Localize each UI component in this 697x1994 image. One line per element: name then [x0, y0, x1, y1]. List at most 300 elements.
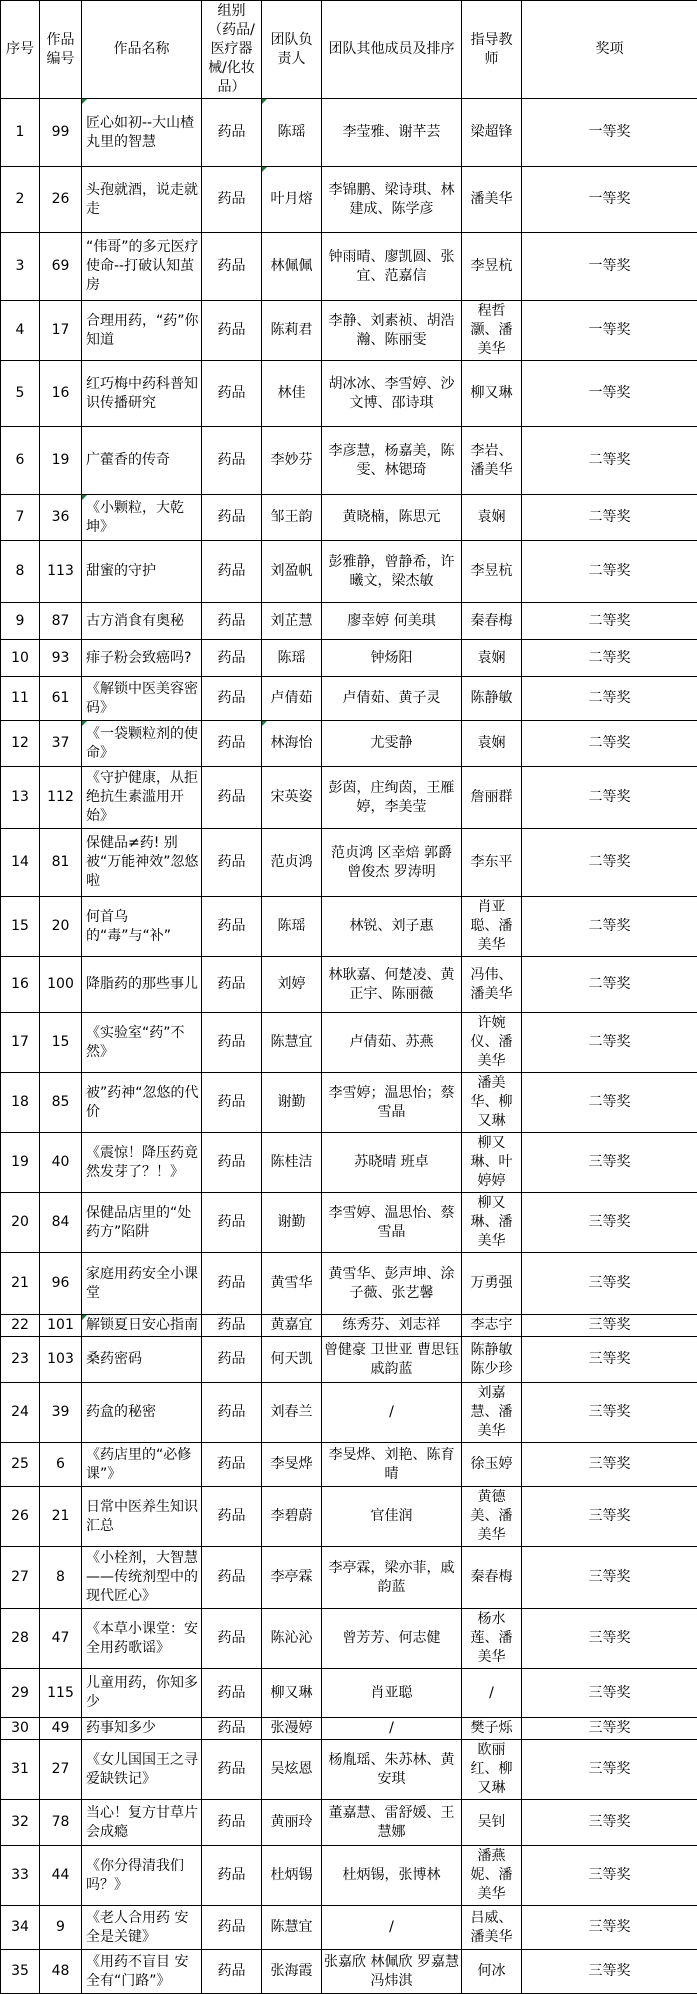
cell-advisor: 肖亚聪、潘美华 — [462, 897, 522, 957]
table-row — [1, 1906, 697, 1950]
cell-seq: 29 — [1, 1669, 40, 1718]
cell-members: 曾健豪 卫世亚 曹思钰 戚韵蓝 — [322, 1337, 462, 1383]
cell-advisor: 秦春梅 — [462, 1547, 522, 1609]
cell-work-no: 8 — [40, 1547, 82, 1609]
header-leader: 团队负责人 — [262, 1, 322, 99]
cell-work-no: 115 — [40, 1669, 82, 1718]
cell-leader: 陈瑶 — [262, 640, 322, 677]
cell-award: 三等奖 — [522, 1315, 697, 1337]
cell-title: 《小栓剂，大智慧——传统剂型中的现代匠心》 — [82, 1547, 202, 1609]
cell-leader: 林海怡 — [262, 721, 322, 767]
cell-award: 三等奖 — [522, 1133, 697, 1193]
cell-members: / — [322, 1906, 462, 1950]
table-row — [1, 1133, 697, 1193]
cell-members: 练秀芬、刘志祥 — [322, 1315, 462, 1337]
cell-seq: 12 — [1, 721, 40, 767]
cell-advisor: / — [462, 1669, 522, 1718]
cell-leader: 林佩佩 — [262, 233, 322, 301]
cell-award: 三等奖 — [522, 1383, 697, 1443]
cell-members: 尤雯静 — [322, 721, 462, 767]
cell-title: 《药店里的“必修课”》 — [82, 1443, 202, 1487]
cell-title: 《震惊！降压药竟然发芽了？！》 — [82, 1133, 202, 1193]
cell-title: 头孢就酒，说走就走 — [82, 167, 202, 233]
cell-leader: 柳又琳 — [262, 1669, 322, 1718]
cell-advisor: 李昱杭 — [462, 233, 522, 301]
cell-seq: 22 — [1, 1315, 40, 1337]
table-row — [1, 541, 697, 603]
cell-seq: 1 — [1, 99, 40, 167]
cell-advisor: 李岩、潘美华 — [462, 427, 522, 495]
cell-leader: 刘盈帆 — [262, 541, 322, 603]
cell-leader: 谢勤 — [262, 1193, 322, 1253]
cell-award: 三等奖 — [522, 1906, 697, 1950]
cell-group: 药品 — [202, 301, 262, 361]
cell-title: 《解锁中医美容密码》 — [82, 677, 202, 721]
cell-members: 张嘉欣 林佩欣 罗嘉慧 冯炜淇 — [322, 1950, 462, 1994]
cell-seq: 8 — [1, 541, 40, 603]
table-row — [1, 1800, 697, 1846]
cell-leader: 陈慧宜 — [262, 1906, 322, 1950]
cell-leader: 谢勤 — [262, 1073, 322, 1133]
cell-seq: 27 — [1, 1547, 40, 1609]
cell-award: 三等奖 — [522, 1740, 697, 1800]
cell-members: 林耿嘉、何楚凌、黄正宇、陈丽薇 — [322, 957, 462, 1013]
cell-work-no: 49 — [40, 1718, 82, 1740]
cell-leader: 宋英姿 — [262, 767, 322, 829]
cell-group: 药品 — [202, 1383, 262, 1443]
cell-award: 三等奖 — [522, 1950, 697, 1994]
cell-award: 一等奖 — [522, 233, 697, 301]
cell-seq: 21 — [1, 1253, 40, 1315]
cell-work-no: 87 — [40, 603, 82, 640]
cell-group: 药品 — [202, 361, 262, 427]
cell-group: 药品 — [202, 427, 262, 495]
cell-leader: 林佳 — [262, 361, 322, 427]
cell-advisor: 陈静敏 — [462, 677, 522, 721]
cell-group: 药品 — [202, 1609, 262, 1669]
cell-leader: 陈瑶 — [262, 897, 322, 957]
cell-work-no: 36 — [40, 495, 82, 541]
cell-members: 李雪婷、温思怡、蔡雪晶 — [322, 1193, 462, 1253]
cell-advisor: 柳又琳、潘美华 — [462, 1193, 522, 1253]
cell-title: 《一袋颗粒剂的使命》 — [82, 721, 202, 767]
cell-work-no: 78 — [40, 1800, 82, 1846]
cell-seq: 26 — [1, 1487, 40, 1547]
cell-advisor: 袁娴 — [462, 495, 522, 541]
cell-advisor: 杨水莲、潘美华 — [462, 1609, 522, 1669]
cell-leader: 黄丽玲 — [262, 1800, 322, 1846]
cell-group: 药品 — [202, 1547, 262, 1609]
cell-advisor: 樊子烁 — [462, 1718, 522, 1740]
cell-group: 药品 — [202, 829, 262, 897]
cell-group: 药品 — [202, 767, 262, 829]
cell-seq: 34 — [1, 1906, 40, 1950]
table-row — [1, 640, 697, 677]
table-row — [1, 1547, 697, 1609]
cell-work-no: 27 — [40, 1740, 82, 1800]
cell-title: 药盒的秘密 — [82, 1383, 202, 1443]
cell-members: 苏晓晴 班卓 — [322, 1133, 462, 1193]
header-work-no: 作品编号 — [40, 1, 82, 99]
table-row — [1, 1253, 697, 1315]
cell-members: 杜炳锡，张博林 — [322, 1846, 462, 1906]
cell-group: 药品 — [202, 1073, 262, 1133]
cell-seq: 4 — [1, 301, 40, 361]
cell-leader: 刘春兰 — [262, 1383, 322, 1443]
cell-members: 肖亚聪 — [322, 1669, 462, 1718]
cell-members: 胡冰冰、李雪婷、沙文博、邵诗琪 — [322, 361, 462, 427]
cell-group: 药品 — [202, 1718, 262, 1740]
cell-work-no: 48 — [40, 1950, 82, 1994]
cell-members: / — [322, 1718, 462, 1740]
cell-work-no: 112 — [40, 767, 82, 829]
cell-award: 二等奖 — [522, 1073, 697, 1133]
cell-group: 药品 — [202, 1315, 262, 1337]
cell-award: 三等奖 — [522, 1443, 697, 1487]
cell-leader: 邹王韵 — [262, 495, 322, 541]
cell-title: 《女儿国国王之寻爱缺铁记》 — [82, 1740, 202, 1800]
cell-leader: 陈莉君 — [262, 301, 322, 361]
cell-title: 保健品≠药! 别被“万能神效”忽悠啦 — [82, 829, 202, 897]
cell-group: 药品 — [202, 1740, 262, 1800]
cell-advisor: 吴钊 — [462, 1800, 522, 1846]
cell-title: 《老人合用药 安全是关键》 — [82, 1906, 202, 1950]
cell-group: 药品 — [202, 1800, 262, 1846]
cell-award: 二等奖 — [522, 603, 697, 640]
cell-seq: 19 — [1, 1133, 40, 1193]
cell-members: 曾芳芳、何志健 — [322, 1609, 462, 1669]
cell-seq: 14 — [1, 829, 40, 897]
cell-title: 《守护健康，从拒绝抗生素滥用开始》 — [82, 767, 202, 829]
cell-award: 二等奖 — [522, 541, 697, 603]
cell-group: 药品 — [202, 677, 262, 721]
cell-group: 药品 — [202, 1337, 262, 1383]
cell-advisor: 詹丽群 — [462, 767, 522, 829]
cell-leader: 李亭霖 — [262, 1547, 322, 1609]
cell-title: 《用药不盲目 安全有“门路”》 — [82, 1950, 202, 1994]
cell-advisor: 李志宇 — [462, 1315, 522, 1337]
cell-seq: 9 — [1, 603, 40, 640]
table-row — [1, 1073, 697, 1133]
cell-seq: 23 — [1, 1337, 40, 1383]
cell-title: 何首乌的“毒”与“补” — [82, 897, 202, 957]
cell-group: 药品 — [202, 1906, 262, 1950]
cell-title: 《本草小课堂：安全用药歌谣》 — [82, 1609, 202, 1669]
cell-advisor: 欧丽红、柳又琳 — [462, 1740, 522, 1800]
cell-leader: 吴炫恩 — [262, 1740, 322, 1800]
cell-work-no: 99 — [40, 99, 82, 167]
cell-advisor: 何冰 — [462, 1950, 522, 1994]
cell-advisor: 秦春梅 — [462, 603, 522, 640]
cell-work-no: 9 — [40, 1906, 82, 1950]
cell-group: 药品 — [202, 603, 262, 640]
cell-award: 三等奖 — [522, 1487, 697, 1547]
cell-group: 药品 — [202, 99, 262, 167]
cell-members: 廖幸婷 何美琪 — [322, 603, 462, 640]
cell-work-no: 6 — [40, 1443, 82, 1487]
cell-advisor: 徐玉婷 — [462, 1443, 522, 1487]
cell-seq: 17 — [1, 1013, 40, 1073]
cell-members: / — [322, 1383, 462, 1443]
cell-title: 合理用药，“药”你知道 — [82, 301, 202, 361]
cell-advisor: 冯伟、潘美华 — [462, 957, 522, 1013]
cell-seq: 15 — [1, 897, 40, 957]
table-row — [1, 1609, 697, 1669]
cell-group: 药品 — [202, 1253, 262, 1315]
header-award: 奖项 — [522, 1, 697, 99]
cell-award: 一等奖 — [522, 361, 697, 427]
cell-seq: 30 — [1, 1718, 40, 1740]
cell-leader: 黄嘉宜 — [262, 1315, 322, 1337]
cell-work-no: 44 — [40, 1846, 82, 1906]
cell-award: 三等奖 — [522, 1337, 697, 1383]
cell-members: 官佳润 — [322, 1487, 462, 1547]
cell-advisor: 柳又琳 — [462, 361, 522, 427]
cell-members: 李彦慧，杨嘉美，陈雯、林锶琦 — [322, 427, 462, 495]
cell-members: 杨胤瑶、朱苏林、黄安琪 — [322, 1740, 462, 1800]
cell-title: 广藿香的传奇 — [82, 427, 202, 495]
table-row — [1, 677, 697, 721]
cell-advisor: 李昱杭 — [462, 541, 522, 603]
table-row — [1, 1950, 697, 1994]
cell-group: 药品 — [202, 897, 262, 957]
cell-award: 二等奖 — [522, 495, 697, 541]
cell-award: 一等奖 — [522, 99, 697, 167]
cell-members: 卢倩茹、黄子灵 — [322, 677, 462, 721]
cell-members: 彭雅静，曾静希，许曦文，梁杰敏 — [322, 541, 462, 603]
cell-title: 当心！复方甘草片会成瘾 — [82, 1800, 202, 1846]
table-row — [1, 1443, 697, 1487]
cell-group: 药品 — [202, 1846, 262, 1906]
cell-seq: 13 — [1, 767, 40, 829]
cell-advisor: 柳又琳、叶婷婷 — [462, 1133, 522, 1193]
cell-award: 三等奖 — [522, 1253, 697, 1315]
cell-leader: 卢倩茹 — [262, 677, 322, 721]
cell-advisor: 袁娴 — [462, 721, 522, 767]
cell-award: 二等奖 — [522, 829, 697, 897]
cell-title: 家庭用药安全小课堂 — [82, 1253, 202, 1315]
cell-seq: 7 — [1, 495, 40, 541]
cell-title: 保健品店里的“处药方”陷阱 — [82, 1193, 202, 1253]
cell-work-no: 16 — [40, 361, 82, 427]
table-row — [1, 1337, 697, 1383]
cell-seq: 18 — [1, 1073, 40, 1133]
table-row — [1, 167, 697, 233]
cell-leader: 李妙芬 — [262, 427, 322, 495]
cell-leader: 张海霞 — [262, 1950, 322, 1994]
cell-advisor: 潘美华 — [462, 167, 522, 233]
cell-award: 二等奖 — [522, 767, 697, 829]
cell-members: 黄晓楠，陈思元 — [322, 495, 462, 541]
cell-award: 一等奖 — [522, 167, 697, 233]
cell-leader: 何天凯 — [262, 1337, 322, 1383]
cell-title: 日常中医养生知识汇总 — [82, 1487, 202, 1547]
cell-advisor: 潘燕妮、潘美华 — [462, 1846, 522, 1906]
header-advisor: 指导教师 — [462, 1, 522, 99]
cell-work-no: 84 — [40, 1193, 82, 1253]
cell-award: 三等奖 — [522, 1193, 697, 1253]
cell-group: 药品 — [202, 721, 262, 767]
table-body — [1, 99, 697, 1994]
cell-work-no: 21 — [40, 1487, 82, 1547]
table-row — [1, 603, 697, 640]
cell-award: 二等奖 — [522, 897, 697, 957]
cell-leader: 李碧蔚 — [262, 1487, 322, 1547]
cell-members: 黄雪华、彭声坤、涂子薇、张艺馨 — [322, 1253, 462, 1315]
cell-leader: 陈桂洁 — [262, 1133, 322, 1193]
cell-title: 《你分得清我们吗？》 — [82, 1846, 202, 1906]
cell-leader: 杜炳锡 — [262, 1846, 322, 1906]
table-row — [1, 1487, 697, 1547]
cell-group: 药品 — [202, 541, 262, 603]
cell-members: 李锦鹏、梁诗琪、林建成、陈学彦 — [322, 167, 462, 233]
cell-work-no: 100 — [40, 957, 82, 1013]
table-row — [1, 1193, 697, 1253]
table-row — [1, 1669, 697, 1718]
cell-members: 范贞鸿 区幸焙 郭爵 曾俊杰 罗涛明 — [322, 829, 462, 897]
cell-title: 解锁夏日安心指南 — [82, 1315, 202, 1337]
cell-group: 药品 — [202, 1013, 262, 1073]
cell-group: 药品 — [202, 1950, 262, 1994]
cell-leader: 李旻烨 — [262, 1443, 322, 1487]
cell-seq: 31 — [1, 1740, 40, 1800]
cell-seq: 3 — [1, 233, 40, 301]
table-row — [1, 495, 697, 541]
cell-work-no: 40 — [40, 1133, 82, 1193]
table-row — [1, 957, 697, 1013]
cell-seq: 6 — [1, 427, 40, 495]
cell-advisor: 梁超锋 — [462, 99, 522, 167]
cell-group: 药品 — [202, 1487, 262, 1547]
cell-award: 二等奖 — [522, 1013, 697, 1073]
cell-group: 药品 — [202, 167, 262, 233]
cell-group: 药品 — [202, 640, 262, 677]
cell-work-no: 26 — [40, 167, 82, 233]
table-row — [1, 1846, 697, 1906]
table-row — [1, 301, 697, 361]
cell-members: 李静、刘素祯、胡浩瀚、陈丽雯 — [322, 301, 462, 361]
cell-work-no: 85 — [40, 1073, 82, 1133]
cell-advisor: 吕威、潘美华 — [462, 1906, 522, 1950]
cell-title: 痱子粉会致癌吗? — [82, 640, 202, 677]
header-group: 组别（药品/医疗器械/化妆品） — [202, 1, 262, 99]
table-row — [1, 1718, 697, 1740]
cell-leader: 刘婷 — [262, 957, 322, 1013]
cell-group: 药品 — [202, 1133, 262, 1193]
cell-title: “伟哥”的多元医疗使命--打破认知茧房 — [82, 233, 202, 301]
table-row — [1, 427, 697, 495]
cell-group: 药品 — [202, 1669, 262, 1718]
cell-advisor: 李东平 — [462, 829, 522, 897]
cell-title: 桑药密码 — [82, 1337, 202, 1383]
cell-seq: 24 — [1, 1383, 40, 1443]
cell-award: 三等奖 — [522, 1846, 697, 1906]
cell-work-no: 93 — [40, 640, 82, 677]
table-row — [1, 1315, 697, 1337]
cell-work-no: 17 — [40, 301, 82, 361]
cell-members: 李莹雅、谢芊芸 — [322, 99, 462, 167]
cell-members: 彭茵，庄绚茵，王雁婷，李美莹 — [322, 767, 462, 829]
table-row — [1, 1013, 697, 1073]
cell-seq: 16 — [1, 957, 40, 1013]
cell-work-no: 69 — [40, 233, 82, 301]
cell-members: 李亭霖，梁亦菲，戚韵蓝 — [322, 1547, 462, 1609]
cell-seq: 33 — [1, 1846, 40, 1906]
cell-title: 红巧梅中药科普知识传播研究 — [82, 361, 202, 427]
cell-leader: 刘芷慧 — [262, 603, 322, 640]
cell-advisor: 潘美华、柳又琳 — [462, 1073, 522, 1133]
cell-leader: 陈沁沁 — [262, 1609, 322, 1669]
cell-group: 药品 — [202, 957, 262, 1013]
cell-award: 三等奖 — [522, 1669, 697, 1718]
cell-work-no: 96 — [40, 1253, 82, 1315]
header-members: 团队其他成员及排序 — [322, 1, 462, 99]
header-seq: 序号 — [1, 1, 40, 99]
cell-work-no: 15 — [40, 1013, 82, 1073]
cell-title: 《小颗粒，大乾坤》 — [82, 495, 202, 541]
cell-members: 董嘉慧、雷舒媛、王慧娜 — [322, 1800, 462, 1846]
cell-award: 二等奖 — [522, 640, 697, 677]
cell-work-no: 113 — [40, 541, 82, 603]
cell-seq: 11 — [1, 677, 40, 721]
table-row — [1, 1383, 697, 1443]
cell-members: 卢倩茹、苏燕 — [322, 1013, 462, 1073]
cell-work-no: 39 — [40, 1383, 82, 1443]
cell-award: 二等奖 — [522, 427, 697, 495]
cell-work-no: 101 — [40, 1315, 82, 1337]
cell-work-no: 19 — [40, 427, 82, 495]
table-row — [1, 233, 697, 301]
table-row — [1, 1740, 697, 1800]
cell-award: 二等奖 — [522, 957, 697, 1013]
cell-seq: 28 — [1, 1609, 40, 1669]
cell-work-no: 47 — [40, 1609, 82, 1669]
cell-advisor: 许婉仪、潘美华 — [462, 1013, 522, 1073]
cell-award: 三等奖 — [522, 1800, 697, 1846]
table-row — [1, 361, 697, 427]
cell-leader: 陈瑶 — [262, 99, 322, 167]
cell-seq: 5 — [1, 361, 40, 427]
cell-title: 降脂药的那些事儿 — [82, 957, 202, 1013]
table-row — [1, 829, 697, 897]
header-title: 作品名称 — [82, 1, 202, 99]
cell-work-no: 37 — [40, 721, 82, 767]
cell-members: 钟雨晴、廖凯圆、张宜、范嘉信 — [322, 233, 462, 301]
cell-leader: 叶月熔 — [262, 167, 322, 233]
cell-award: 三等奖 — [522, 1718, 697, 1740]
cell-advisor: 黄德美、潘美华 — [462, 1487, 522, 1547]
cell-title: 古方消食有奥秘 — [82, 603, 202, 640]
cell-group: 药品 — [202, 495, 262, 541]
cell-title: 药事知多少 — [82, 1718, 202, 1740]
cell-advisor: 袁娴 — [462, 640, 522, 677]
cell-seq: 32 — [1, 1800, 40, 1846]
cell-group: 药品 — [202, 233, 262, 301]
cell-seq: 25 — [1, 1443, 40, 1487]
cell-work-no: 61 — [40, 677, 82, 721]
table-header — [1, 1, 697, 99]
cell-leader: 张漫婷 — [262, 1718, 322, 1740]
cell-seq: 35 — [1, 1950, 40, 1994]
cell-award: 三等奖 — [522, 1609, 697, 1669]
cell-title: 匠心如初--大山楂丸里的智慧 — [82, 99, 202, 167]
cell-members: 李雪婷；温思怡；蔡雪晶 — [322, 1073, 462, 1133]
cell-advisor: 陈静敏 陈少珍 — [462, 1337, 522, 1383]
cell-award: 一等奖 — [522, 301, 697, 361]
cell-advisor: 程哲灏、潘美华 — [462, 301, 522, 361]
cell-title: 《实验室“药”不然》 — [82, 1013, 202, 1073]
cell-work-no: 81 — [40, 829, 82, 897]
